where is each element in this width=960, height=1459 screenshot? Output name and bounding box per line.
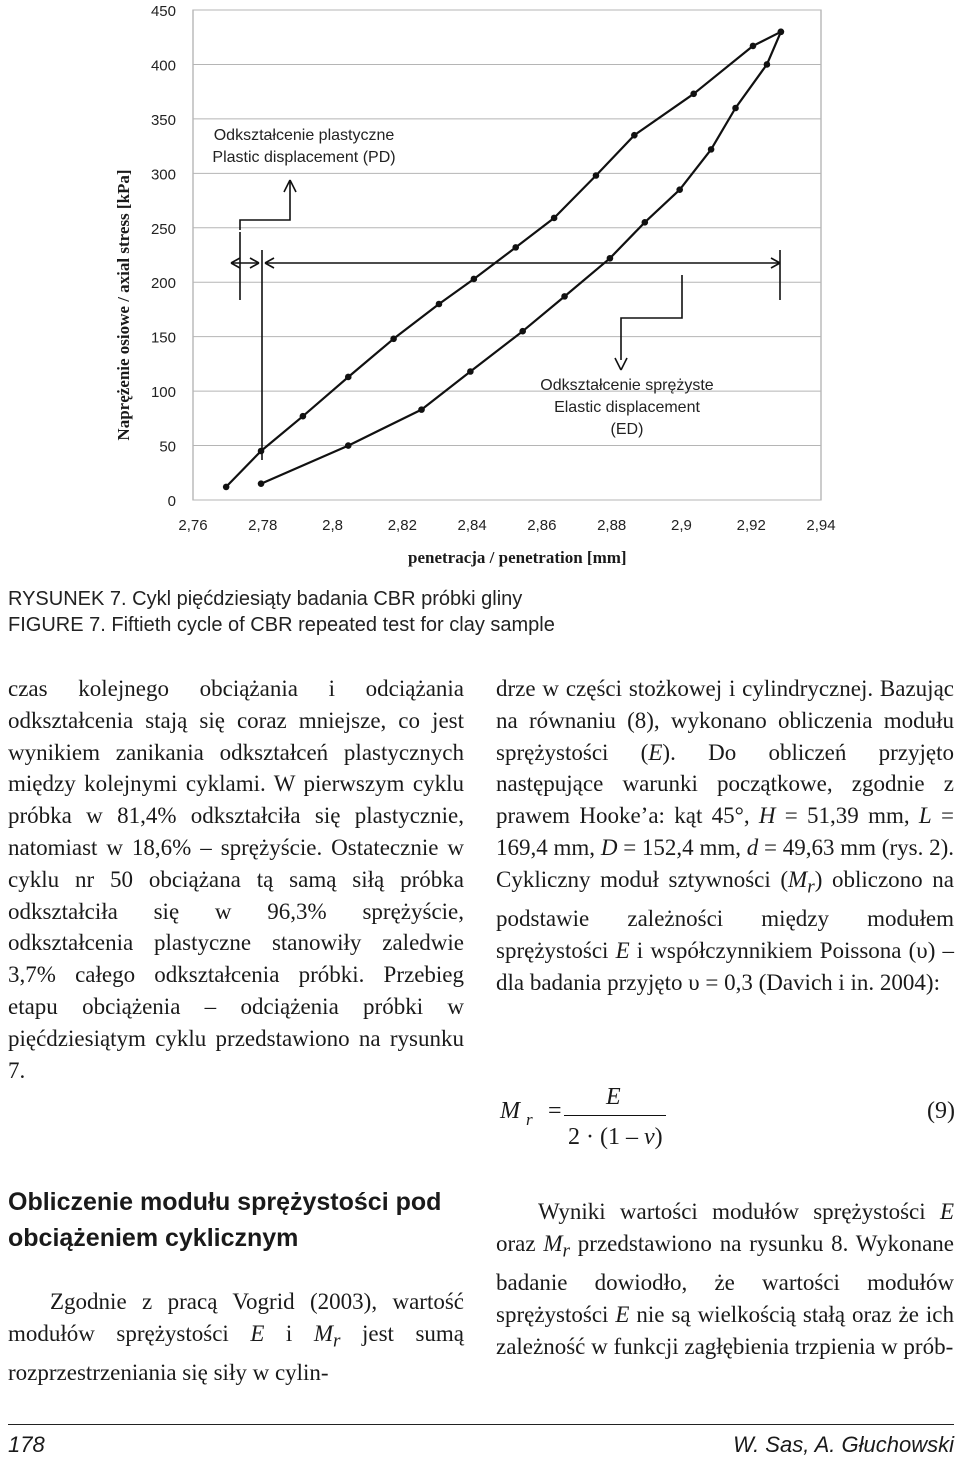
data-point: [258, 448, 265, 455]
y-tick-label: 250: [150, 220, 176, 238]
elastic-annotation-line2: Elastic displacement: [554, 399, 700, 416]
data-point: [300, 413, 307, 420]
stress-penetration-chart: [0, 0, 960, 600]
x-tick-label: 2,86: [527, 517, 557, 534]
paragraph-right-1: drze w części stożkowej i cylindrycznej. Bazując na równaniu (8), wykonano obliczenia modułu sprężystości (E). Do obliczeń przyjęto następujące warunki początkowe, zgodnie z prawem Hooke’a: kąt 45°, H = 51,39 mm, L = 169,4 mm, D = 152,4 mm, d = 49,63 mm (rys. 2). Cykliczny moduł sztywności $(M_r)$ obliczono na podstawie zależności między modułem sprężystości E i współczynnikiem Poissona (υ) – dla badania przyjęto υ = 0,3 (Davich i in. 2004):: [496, 676, 955, 995]
y-tick-label: 400: [150, 57, 176, 75]
footer-authors: W. Sas, A. Głuchowski: [733, 1432, 954, 1457]
x-tick-label: 2,92: [736, 517, 766, 534]
footer-rule: [8, 1424, 954, 1425]
paragraph-left-1: czas kolejnego obciążania i odciążania odkształcenia stają się coraz mniejsze, co jest wynikiem zanikania odkształceń plastycznych między kolejnymi cyklami. W pierwszym cyklu próbka w 81,4% odkształciła się plastycznie, natomiast w 18,6% – sprężyście. Ostatecznie w cyklu nr 50 obciążana tą samą siłą próbka odkształciła się w 96,3% sprężyście, odkształcenia plastyczne stanowiły zaledwie 3,7% całego odkształcenia próbki. Przebieg etapu obciążenia – odciążenia próbki w pięćdziesiątym cyklu przedstawiono na rysunku 7.: [8, 676, 464, 1083]
eq-lhs-subscript: r: [526, 1110, 533, 1129]
data-point: [551, 215, 558, 222]
data-point: [471, 276, 478, 283]
eq-fraction-bar: [564, 1115, 666, 1116]
data-point: [778, 28, 785, 35]
elastic-annotation-line3: (ED): [610, 421, 644, 438]
right-column: [496, 673, 954, 999]
data-point: [345, 442, 352, 449]
eq-number: (9): [927, 1098, 955, 1124]
data-point: [642, 219, 649, 226]
y-tick-label: 450: [150, 3, 176, 20]
figure-caption-en: FIGURE 7. Fiftieth cycle of CBR repeated test for clay sample: [8, 614, 555, 636]
annotation-arrows: [231, 180, 780, 460]
section-heading: Obliczenie modułu sprężystości pod obciążeniem cyklicznym: [8, 1188, 442, 1252]
eq-denominator: 2 · (1 – ν): [568, 1124, 663, 1150]
data-point: [631, 132, 638, 139]
right-column-lower: [496, 1196, 954, 1363]
data-point: [593, 172, 600, 179]
left-column-lower: [8, 1286, 464, 1389]
unloading-curve: [261, 32, 781, 484]
eq-numerator: E: [606, 1084, 621, 1110]
x-tick-label: 2,94: [806, 517, 836, 534]
y-tick-labels: [151, 3, 176, 510]
y-tick-label: 0: [167, 493, 176, 510]
figure-caption-pl: RYSUNEK 7. Cykl pięćdziesiąty badania CBR próbki gliny: [8, 588, 523, 610]
paragraph-right-2: Wyniki wartości modułów sprężystości E oraz $M_r$ przedstawiono na rysunku 8. Wykonane badanie dowiodło, że wartości modułów sprężystości E nie są wielkością stałą oraz że ich zależność w funkcji zagłębienia trzpienia w prób-: [496, 1199, 954, 1359]
loading-curve: [226, 32, 781, 487]
data-point: [519, 328, 526, 335]
x-tick-label: 2,82: [387, 517, 417, 534]
x-tick-label: 2,8: [322, 517, 343, 534]
data-point: [512, 244, 519, 251]
elastic-annotation-line1: Odkształcenie sprężyste: [540, 377, 714, 394]
plastic-pointer: [240, 180, 290, 230]
left-column: [8, 673, 464, 1086]
equation-9: [500, 1080, 955, 1150]
x-tick-labels: [178, 517, 835, 534]
data-point: [607, 255, 614, 262]
page-number: 178: [8, 1432, 45, 1457]
data-point: [467, 368, 474, 375]
x-axis-title: penetracja / penetration [mm]: [408, 548, 627, 567]
eq-lhs-M: M: [500, 1098, 520, 1124]
data-point: [690, 91, 697, 98]
data-point: [676, 186, 683, 193]
paragraph-left-2: Zgodnie z pracą Vogrid (2003), wartość modułów sprężystości E i $M_r$ jest sumą rozprzestrzeniania się siły w cylin-: [8, 1289, 464, 1386]
x-tick-label: 2,76: [178, 517, 208, 534]
y-tick-label: 200: [150, 275, 176, 293]
data-point: [732, 105, 739, 112]
data-point: [561, 293, 568, 300]
y-tick-label: 50: [159, 438, 176, 456]
x-tick-label: 2,84: [457, 517, 487, 534]
plastic-annotation-line2: Plastic displacement (PD): [212, 149, 396, 166]
x-tick-label: 2,9: [671, 517, 692, 534]
y-tick-label: 150: [150, 329, 176, 347]
data-point: [345, 374, 352, 381]
data-point: [390, 336, 397, 343]
x-tick-label: 2,88: [597, 517, 627, 534]
data-point: [764, 61, 771, 68]
x-tick-label: 2,78: [248, 517, 278, 534]
chart-series: [223, 28, 784, 490]
data-point: [750, 43, 757, 50]
y-tick-label: 300: [150, 166, 176, 184]
data-point: [258, 480, 265, 487]
data-point: [708, 146, 715, 153]
plastic-annotation-line1: Odkształcenie plastyczne: [213, 127, 395, 144]
y-tick-label: 350: [150, 111, 176, 129]
data-point: [223, 484, 230, 491]
data-point: [436, 301, 443, 308]
elastic-pointer: [621, 275, 682, 360]
y-tick-label: 100: [150, 384, 176, 402]
y-axis-title: Naprężenie osiowe / axial stress [kPa]: [114, 169, 133, 441]
eq-equals: =: [548, 1098, 562, 1124]
data-point: [418, 406, 425, 413]
